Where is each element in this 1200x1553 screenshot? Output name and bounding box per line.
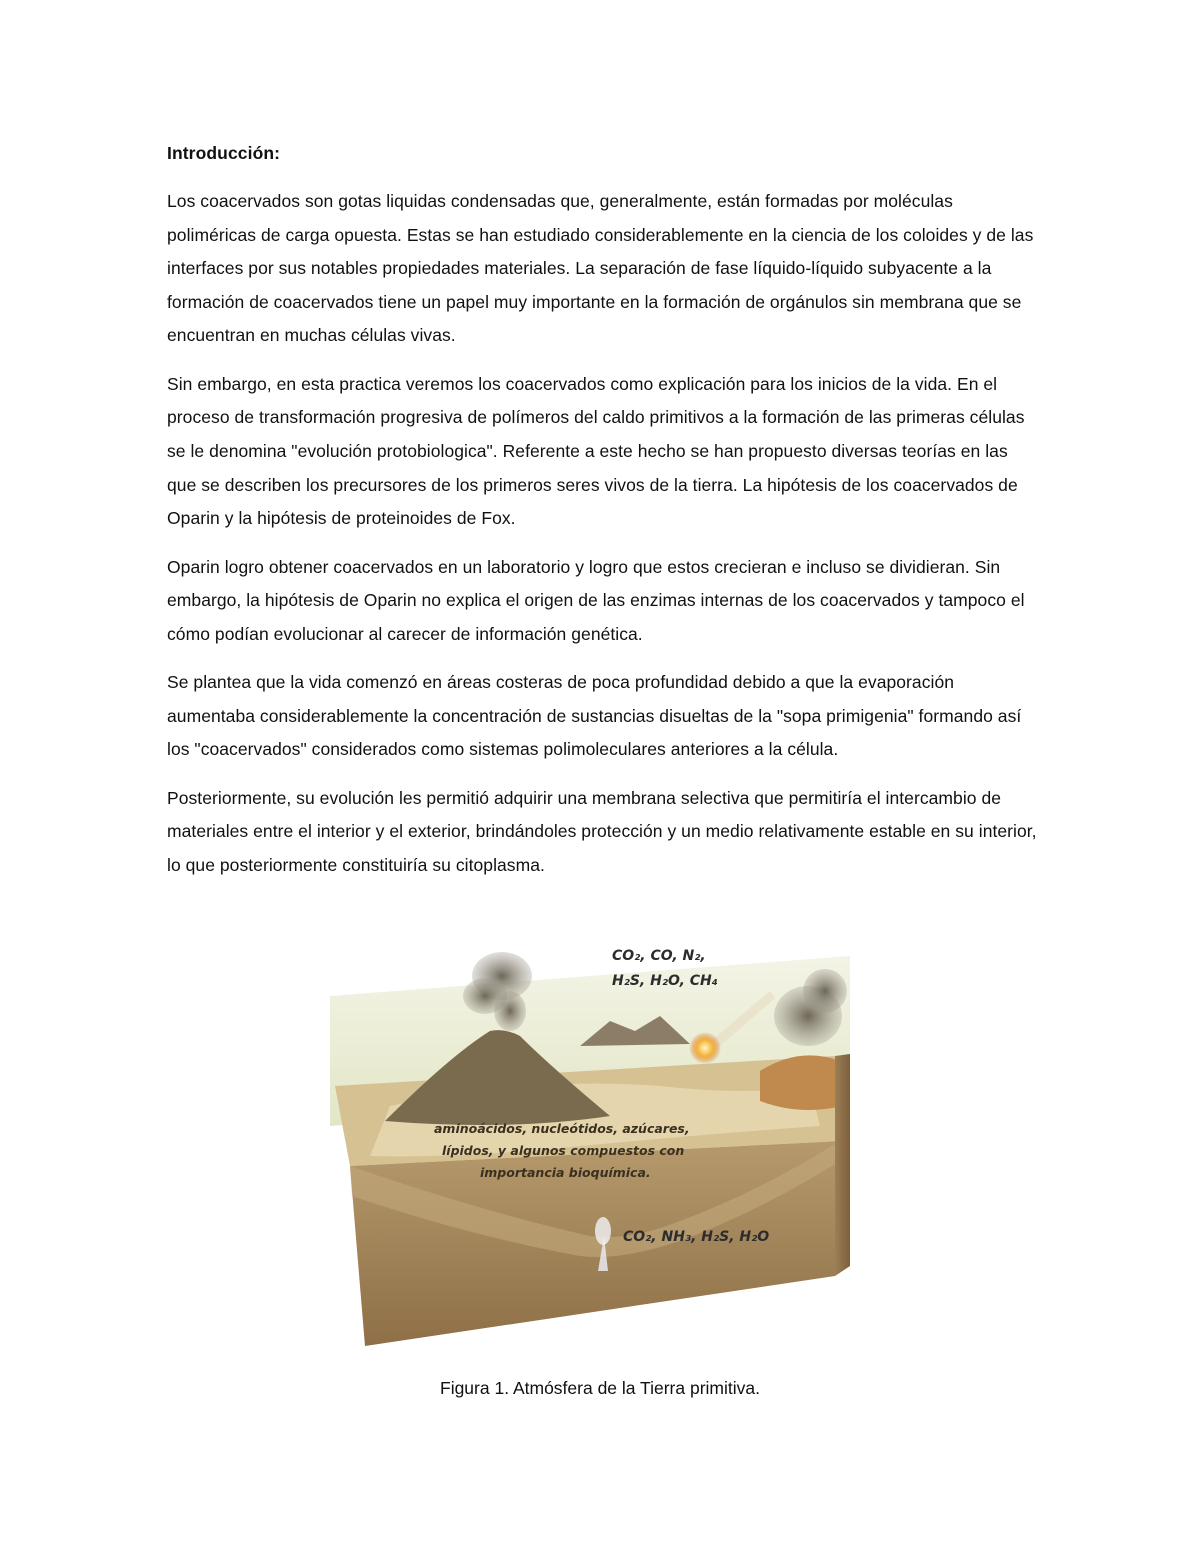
meteor	[689, 1032, 721, 1064]
paragraph-1: Los coacervados son gotas liquidas condensadas que, generalmente, están formadas por moléculas poliméricas de carga opuesta. Estas se han estudiado considerablemente en la ciencia de los coloides y de las interfaces por sus notables propiedades materiales. La separación de fase líquido-líquido subyacente a la formación de coacervados tiene un papel muy importante en la formación de orgánulos sin membrana que se encuentran en muchas células vivas.	[167, 191, 1034, 346]
section-heading: Introducción:	[167, 143, 281, 163]
figure-early-earth	[330, 936, 850, 1346]
soil-side	[835, 1054, 850, 1276]
vent-gases-label: CO₂, NH₃, H₂S, H₂O	[623, 1229, 770, 1245]
document-body	[167, 141, 1039, 897]
atmosphere-label-2: H₂S, H₂O, CH₄	[612, 973, 718, 989]
paragraph-5: Posteriormente, su evolución les permitió adquirir una membrana selectiva que permitiría el intercambio de materiales entre el interior y el exterior, brindándoles protección y un medio relativamente estable en su interior, lo que posteriormente constituiría su citoplasma.	[167, 787, 1037, 875]
early-earth-illustration	[330, 936, 850, 1346]
atmosphere-label-1: CO₂, CO, N₂,	[612, 948, 706, 964]
paragraph-2: Sin embargo, en esta practica veremos los coacervados como explicación para los inicios de la vida. En el proceso de transformación progresiva de polímeros del caldo primitivos a la formación de las primeras células se le denomina "evolución protobiologica". Referente a este hecho se han propuesto diversas teorías en las que se describen los precursores de los primeros seres vivos de la tierra. La hipótesis de los coacervados de Oparin y la hipótesis de proteinoides de Fox.	[167, 373, 1025, 529]
surface-label-3: importancia bioquímica.	[480, 1165, 651, 1180]
paragraph-3: Oparin logro obtener coacervados en un laboratorio y logro que estos crecieran e incluso se dividieran. Sin embargo, la hipótesis de Oparin no explica el origen de las enzimas internas de los coacervados y tampoco el cómo podían evolucionar al carecer de información genética.	[167, 556, 1025, 644]
surface-label-1: aminoácidos, nucleótidos, azúcares,	[434, 1121, 690, 1136]
figure-caption: Figura 1. Atmósfera de la Tierra primitiva.	[440, 1378, 760, 1398]
surface-label-2: lípidos, y algunos compuestos con	[442, 1143, 685, 1158]
paragraph-4: Se plantea que la vida comenzó en áreas costeras de poca profundidad debido a que la evaporación aumentaba considerablemente la concentración de sustancias disueltas de la "sopa primigenia" formando así los "coacervados" considerados como sistemas polimoleculares anteriores a la célula.	[167, 672, 1022, 760]
